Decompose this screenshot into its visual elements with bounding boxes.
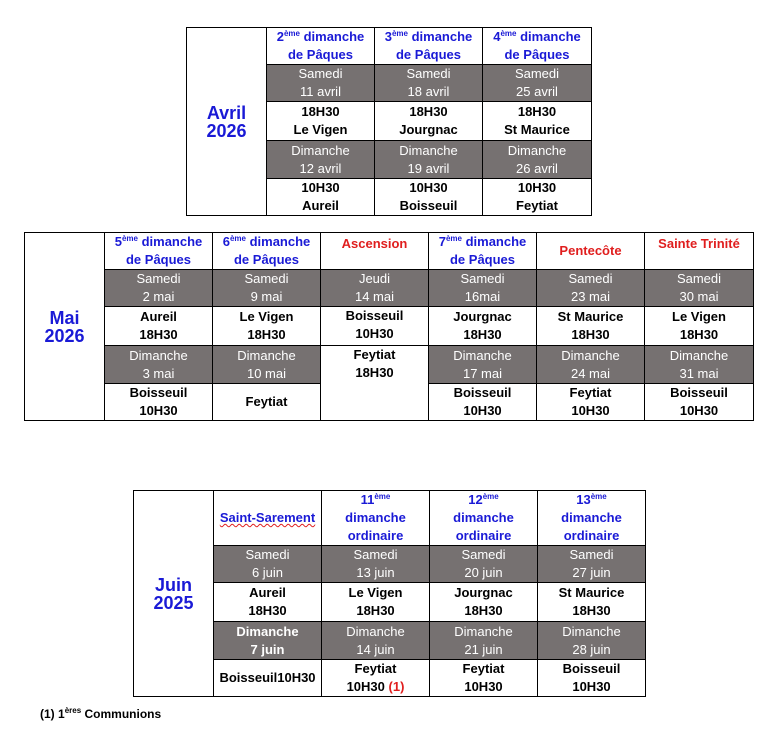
sunday-mass: 10H30 Boisseuil xyxy=(375,179,483,216)
sunday-date: Dimanche 28 juin xyxy=(538,622,646,660)
footnote: (1) 1ères Communions xyxy=(40,706,162,721)
saturday-mass: Jourgnac 18H30 xyxy=(430,583,538,622)
sunday-date: Dimanche 7 juin xyxy=(214,622,322,660)
feast-header: Ascension xyxy=(321,233,429,270)
month-year: 2026 xyxy=(44,325,85,346)
june-table xyxy=(133,490,646,697)
saturday-mass: 18H30 Jourgnac xyxy=(375,102,483,141)
saturday-mass: 18H30 St Maurice xyxy=(483,102,592,141)
saturday-mass: Jourgnac 18H30 xyxy=(429,307,537,346)
sunday-date: Dimanche 12 avril xyxy=(267,141,375,179)
saturday-date: Samedi 16mai xyxy=(429,270,537,307)
saturday-mass: Le Vigen 18H30 xyxy=(645,307,754,346)
sunday-date: Dimanche 10 mai xyxy=(213,346,321,384)
saturday-mass: St Maurice 18H30 xyxy=(538,583,646,622)
saturday-mass: Aureil 18H30 xyxy=(105,307,213,346)
month-cell xyxy=(25,233,105,421)
sunday-date: Dimanche 3 mai xyxy=(105,346,213,384)
sunday-date: Dimanche 21 juin xyxy=(430,622,538,660)
saturday-date: Samedi 27 juin xyxy=(538,546,646,583)
sunday-mass: Boisseuil 10H30 xyxy=(538,660,646,697)
saturday-date: Samedi 6 juin xyxy=(214,546,322,583)
may-table xyxy=(24,232,754,421)
saturday-mass: Aureil 18H30 xyxy=(214,583,322,622)
sunday-mass: Boisseuil10H30 xyxy=(214,660,322,697)
sunday-header: 4ème dimanche de Pâques xyxy=(483,28,592,65)
sunday-header: 6ème dimanche de Pâques xyxy=(213,233,321,270)
sunday-date: Dimanche 26 avril xyxy=(483,141,592,179)
sunday-date: Dimanche 14 juin xyxy=(322,622,430,660)
thursday-date: Jeudi 14 mai xyxy=(321,270,429,307)
footnote-ref: (1) xyxy=(388,679,405,694)
sunday-mass: Boisseuil 10H30 xyxy=(105,384,213,421)
april-table xyxy=(186,27,592,216)
month-cell xyxy=(134,491,214,697)
saturday-date: Samedi 11 avril xyxy=(267,65,375,102)
saturday-mass: 18H30 Le Vigen xyxy=(267,102,375,141)
sunday-date: Dimanche 19 avril xyxy=(375,141,483,179)
sunday-header: 3ème dimanche de Pâques xyxy=(375,28,483,65)
sunday-mass: 10H30 Aureil xyxy=(267,179,375,216)
sunday-mass: Boisseuil 10H30 xyxy=(429,384,537,421)
month-year: 2026 xyxy=(206,120,247,141)
sunday-mass: Feytiat 10H30 xyxy=(537,384,645,421)
saturday-date: Samedi 18 avril xyxy=(375,65,483,102)
month-name: Avril xyxy=(206,102,247,123)
thursday-mass: Boisseuil 10H30 xyxy=(321,307,429,346)
sunday-header: 7ème dimanche de Pâques xyxy=(429,233,537,270)
saturday-date: Samedi 20 juin xyxy=(430,546,538,583)
month-name: Mai xyxy=(49,307,80,328)
feast-header: Sainte Trinité xyxy=(645,233,754,270)
saturday-date: Samedi 13 juin xyxy=(322,546,430,583)
sunday-header: 12ème dimanche ordinaire xyxy=(430,491,538,546)
sunday-header: 13ème dimanche ordinaire xyxy=(538,491,646,546)
saturday-mass: Le Vigen 18H30 xyxy=(213,307,321,346)
month-name: Juin xyxy=(154,574,192,595)
saturday-date: Samedi 30 mai xyxy=(645,270,754,307)
sunday-date: Dimanche 31 mai xyxy=(645,346,754,384)
month-year: 2025 xyxy=(153,592,194,613)
sunday-header: 2ème dimanche de Pâques xyxy=(267,28,375,65)
saturday-date: Samedi 9 mai xyxy=(213,270,321,307)
feast-header: Saint-Sarement xyxy=(214,491,322,546)
saturday-mass: St Maurice 18H30 xyxy=(537,307,645,346)
sunday-mass: Feytiat 10H30 xyxy=(430,660,538,697)
saturday-mass: Le Vigen 18H30 xyxy=(322,583,430,622)
sunday-mass: Feytiat xyxy=(213,384,321,421)
sunday-header: 11ème dimanche ordinaire xyxy=(322,491,430,546)
saturday-date: Samedi 2 mai xyxy=(105,270,213,307)
feast-header: Pentecôte xyxy=(537,233,645,270)
month-cell xyxy=(187,28,267,216)
sunday-header: 5ème dimanche de Pâques xyxy=(105,233,213,270)
sunday-date: Dimanche 24 mai xyxy=(537,346,645,384)
sunday-mass: Boisseuil 10H30 xyxy=(645,384,754,421)
sunday-mass: Feytiat 10H30 (1) xyxy=(322,660,430,697)
sunday-date: Dimanche 17 mai xyxy=(429,346,537,384)
saturday-date: Samedi 23 mai xyxy=(537,270,645,307)
ascension-mass: Feytiat 18H30 xyxy=(321,346,429,421)
sunday-mass: 10H30 Feytiat xyxy=(483,179,592,216)
saturday-date: Samedi 25 avril xyxy=(483,65,592,102)
